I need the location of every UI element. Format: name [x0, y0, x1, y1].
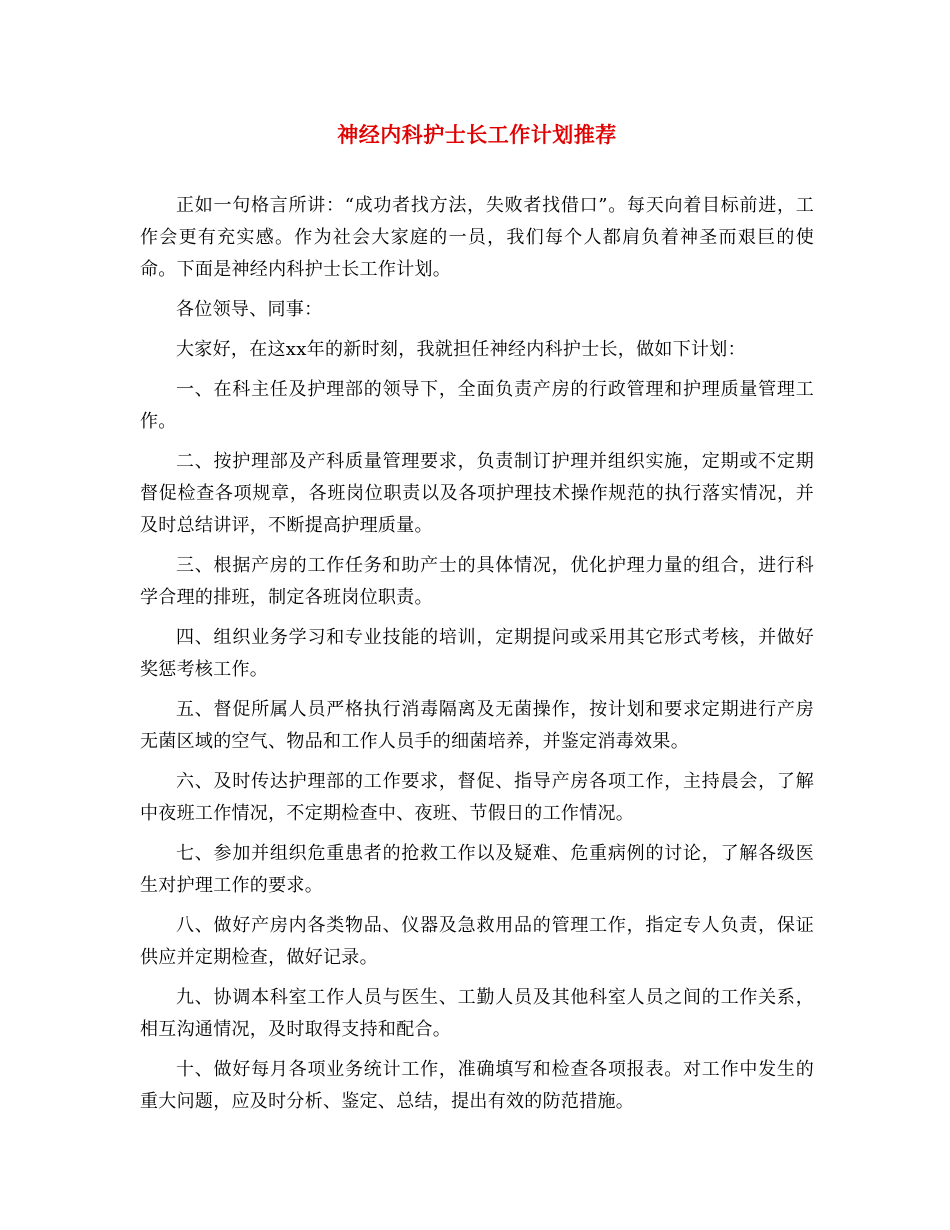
- paragraph-item-4: 四、组织业务学习和专业技能的培训，定期提问或采用其它形式考核，并做好奖惩考核工作。: [140, 627, 814, 680]
- paragraph-greeting: 大家好，在这xx年的新时刻，我就担任神经内科护士长，做如下计划：: [176, 339, 746, 360]
- paragraph-item-1: 一、在科主任及护理部的领导下，全面负责产房的行政管理和护理质量管理工作。: [140, 379, 814, 432]
- paragraph-item-5: 五、督促所属人员严格执行消毒隔离及无菌操作，按计划和要求定期进行产房无菌区域的空气、物品和工作人员手的细菌培养，并鉴定消毒效果。: [140, 699, 814, 752]
- paragraph-intro: 正如一句格言所讲：“成功者找方法，失败者找借口”。每天向着目标前进，工作会更有充实感。作为社会大家庭的一员，我们每个人都肩负着神圣而艰巨的使命。下面是神经内科护士长工作计划。: [140, 195, 814, 280]
- paragraph-item-3: 三、根据产房的工作任务和助产士的具体情况，优化护理力量的组合，进行科学合理的排班，制定各班岗位职责。: [140, 555, 814, 608]
- document-body: [140, 190, 814, 1118]
- paragraph-salutation: 各位领导、同事：: [176, 299, 323, 320]
- paragraph-item-10: 十、做好每月各项业务统计工作，准确填写和检查各项报表。对工作中发生的重大问题，应及时分析、鉴定、总结，提出有效的防范措施。: [140, 1059, 814, 1112]
- paragraph-item-6: 六、及时传达护理部的工作要求，督促、指导产房各项工作，主持晨会，了解中夜班工作情况，不定期检查中、夜班、节假日的工作情况。: [140, 771, 814, 824]
- document-title: 神经内科护士长工作计划推荐: [337, 122, 617, 147]
- paragraph-item-2: 二、按护理部及产科质量管理要求，负责制订护理并组织实施，定期或不定期督促检查各项规章，各班岗位职责以及各项护理技术操作规范的执行落实情况，并及时总结讲评，不断提高护理质量。: [140, 451, 814, 536]
- paragraph-item-8: 八、做好产房内各类物品、仪器及急救用品的管理工作，指定专人负责，保证供应并定期检查，做好记录。: [140, 915, 814, 968]
- paragraph-item-9: 九、协调本科室工作人员与医生、工勤人员及其他科室人员之间的工作关系，相互沟通情况，及时取得支持和配合。: [140, 987, 814, 1040]
- paragraph-item-7: 七、参加并组织危重患者的抢救工作以及疑难、危重病例的讨论，了解各级医生对护理工作的要求。: [140, 843, 814, 896]
